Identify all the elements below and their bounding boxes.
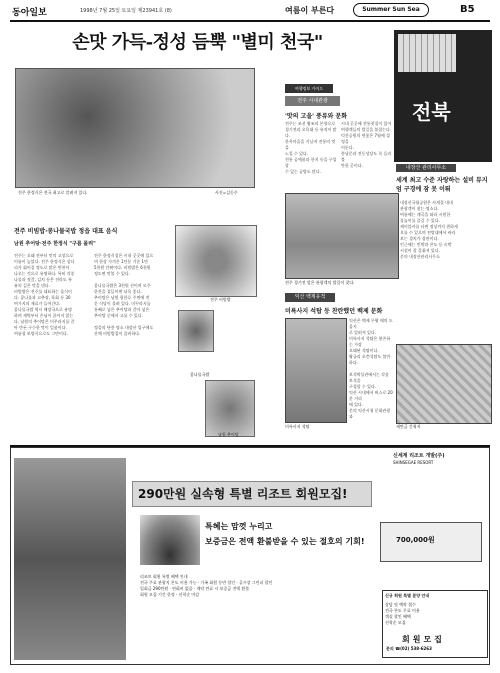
article-tag: 전주 시내관광 bbox=[285, 96, 340, 106]
ad-voucher-amount: 700,000원 bbox=[396, 536, 435, 544]
ad-headline: 290만원 실속형 특별 리조트 회원모집! bbox=[138, 487, 348, 501]
newspaper-name: 동아일보 bbox=[12, 8, 47, 18]
article-body-column: 시내 곳곳에 전통찻집이 있어 여행객들의 발길을 붙잡는다. 덕진공원의 연꽃은 7월에 절정을 이룬다. 풍남문과 전동성당도 꼭 들러볼 만한 곳이다. bbox=[341, 121, 392, 168]
masthead-rule bbox=[10, 20, 490, 22]
article-title: '맛의 고을' 풍류와 문화 bbox=[285, 113, 348, 120]
aerial-photo bbox=[396, 344, 492, 424]
heritage-body-column: 보석박물관에서는 각종 보석을 구경할 수 있다. 익산 시내에서 버스로 20분 거리 에 있다. 문의 익산시청 문화관광과 bbox=[349, 372, 393, 419]
left-article-body-column: 전주 한정식집은 시내 곳곳에 있으 며 한상 가격은 1인분 기준 1만 5천원 안팎이다. 비빔밥은 6천원 정도면 맛볼 수 있다. 콩나물국밥은 3천원 선이며 모주 한잔을 곁들이면 더욱 좋다. 추어탕은 남원 광한루 주변에 전 문 식당이 몰려 있다. 미꾸라지를 통째로 넣은 추어탕과 갈아 넣은 추어탕 중에서 고를 수 있다. 정읍의 단풍 명소 내장산 입구에도 산채 비빔밥집이 즐비하다. bbox=[94, 253, 154, 336]
pagoda-caption: 미륵사지 석탑 bbox=[285, 424, 310, 429]
region-badge-pattern bbox=[398, 34, 456, 72]
left-article-body-column: 전주는 오래 전부터 맛의 고장으로 이름이 높았다. 전주 한정식은 상다 리가 휘어질 정도로 많은 반찬이 나오는 것으로 유명하다. 특히 각종 나물과 젓갈, 김치 등은 전라도 특 유의 깊은 맛을 낸다. 비빔밥은 전주를 대표하는 음식이 다. 콩나물과 고추장, 육회 등 30 여가지의 재료가 들어간다. 콩나물국밥 역시 해장국으로 유명 하며 새벽부터 손님이 끊이지 않는 다. 남원의 추어탕은 미꾸라지를 갈 아 만든 구수한 맛이 일품이다. 여름철 보양식으로도 그만이다. bbox=[14, 253, 75, 336]
region-badge-label: 전북 bbox=[412, 100, 451, 124]
heritage-tag: 익산 백제유적 bbox=[285, 293, 335, 302]
ad-phone: 문의 ☎(02) 538-6263 bbox=[386, 646, 432, 651]
ad-company-logo: 신세계 리조트 개발(주) bbox=[393, 453, 445, 459]
gukbap-caption: 콩나물국밥 bbox=[190, 372, 210, 377]
pagoda-photo bbox=[285, 318, 347, 423]
gukbap-photo bbox=[178, 310, 214, 352]
lead-food-photo bbox=[15, 68, 255, 188]
ad-details: 리조트 회원 특별 혜택 안내 전국 주요 관광지 콘도 이용 가능 · 가족 회원 동반 할인 · 골프장 그린피 할인 입회금 290만원 · 연회비 없음 · 계약 만료 시 보증금 전액 환불 회원 모집 기간 한정 · 선착순 마감 bbox=[140, 574, 273, 597]
ad-company-name: 회원모집 bbox=[402, 635, 445, 644]
main-headline: 손맛 가득-정성 듬뿍 "별미 천국" bbox=[72, 32, 323, 53]
ad-contact-lines: 상담 및 예약 접수 전국 콘도 무료 이용 객실 할인 혜택 선착순 모집 bbox=[385, 602, 420, 625]
dateline: 1998년 7월 25일 토요일 제23941호 (8) bbox=[80, 8, 172, 14]
section-badge: Summer Sun Sea bbox=[353, 3, 429, 17]
right-column-body: 내장산국립공원은 사계절 내내 관광객이 찾는 명소다. 여름에는 계곡을 따라 시원한 물놀이를 즐길 수 있다. 케이블카를 타면 정상까지 편하게 오를 수 있으며 전망대에서 바라 보는 경치가 장관이다. 인근에는 민박과 콘도 등 숙박 시설이 잘 갖춰져 있다. 문의 내장산관리사무소 bbox=[400, 200, 458, 259]
article-body-column: 전주는 조선 왕조의 본향으로 경기전과 오목대 등 유적이 많다. 한옥마을을 거닐며 전통의 멋을 느낄 수 있다. 전통 공예품과 한지 등을 구입할 수 있는 공방도 많다. bbox=[285, 121, 337, 174]
ad-contact-title: 신규 회원 특별 분양 안내 bbox=[385, 593, 430, 598]
heritage-body-column: 익산은 백제 무왕 때의 도읍지 로 알려져 있다. 미륵사지 석탑은 현존하는 가장 오래된 석탑이다. 왕궁리 오층석탑도 볼만하다. bbox=[349, 318, 393, 365]
right-column-title: 세계 최고 수준 자랑하는 설비 뮤지엄 구경에 잠 못 이뤄 bbox=[396, 177, 488, 193]
ad-slogan: 보증금은 전액 환불받을 수 있는 절호의 기회! bbox=[205, 537, 365, 546]
lead-photo-caption: 전주 한정식은 전국 최고로 알려져 있다. bbox=[18, 190, 88, 195]
aerial-caption: 새만금 간척지 bbox=[396, 424, 421, 429]
bibimbap-caption: 전주 비빔밥 bbox=[210, 297, 231, 302]
plaza-photo bbox=[285, 193, 399, 279]
plaza-photo-caption: 전주 경기전 앞은 관광객의 발길이 잦다. bbox=[285, 280, 355, 285]
page-number: B5 bbox=[460, 4, 475, 15]
bibimbap-photo bbox=[175, 225, 257, 297]
ad-company-logo-sub: SHINSEGAE RESORT bbox=[393, 460, 434, 465]
section-mark: 여행정보 가이드 bbox=[285, 84, 333, 93]
left-article-subtitle: 남원 추어탕·전주 한정식 "구름 몰려" bbox=[14, 241, 96, 247]
ad-sea-photo bbox=[140, 515, 200, 565]
right-column-tag: 내장산 관리사무소 bbox=[396, 164, 456, 172]
lead-photo-credit: 사진=김동주 bbox=[215, 190, 238, 195]
section-title: 여름이 부른다 bbox=[285, 6, 335, 15]
left-article-title: 전주 비빔밥·콩나물국밥 정읍 대표 음식 bbox=[14, 228, 118, 235]
chueotang-photo bbox=[205, 380, 255, 437]
ad-resort-photo bbox=[14, 458, 126, 660]
ad-slogan: 특혜는 맘껏 누리고 bbox=[205, 522, 273, 531]
chueotang-caption: 남원 추어탕 bbox=[218, 432, 239, 437]
heritage-title: 미륵사지 석탑 등 찬란했던 백제 문화 bbox=[285, 308, 383, 315]
